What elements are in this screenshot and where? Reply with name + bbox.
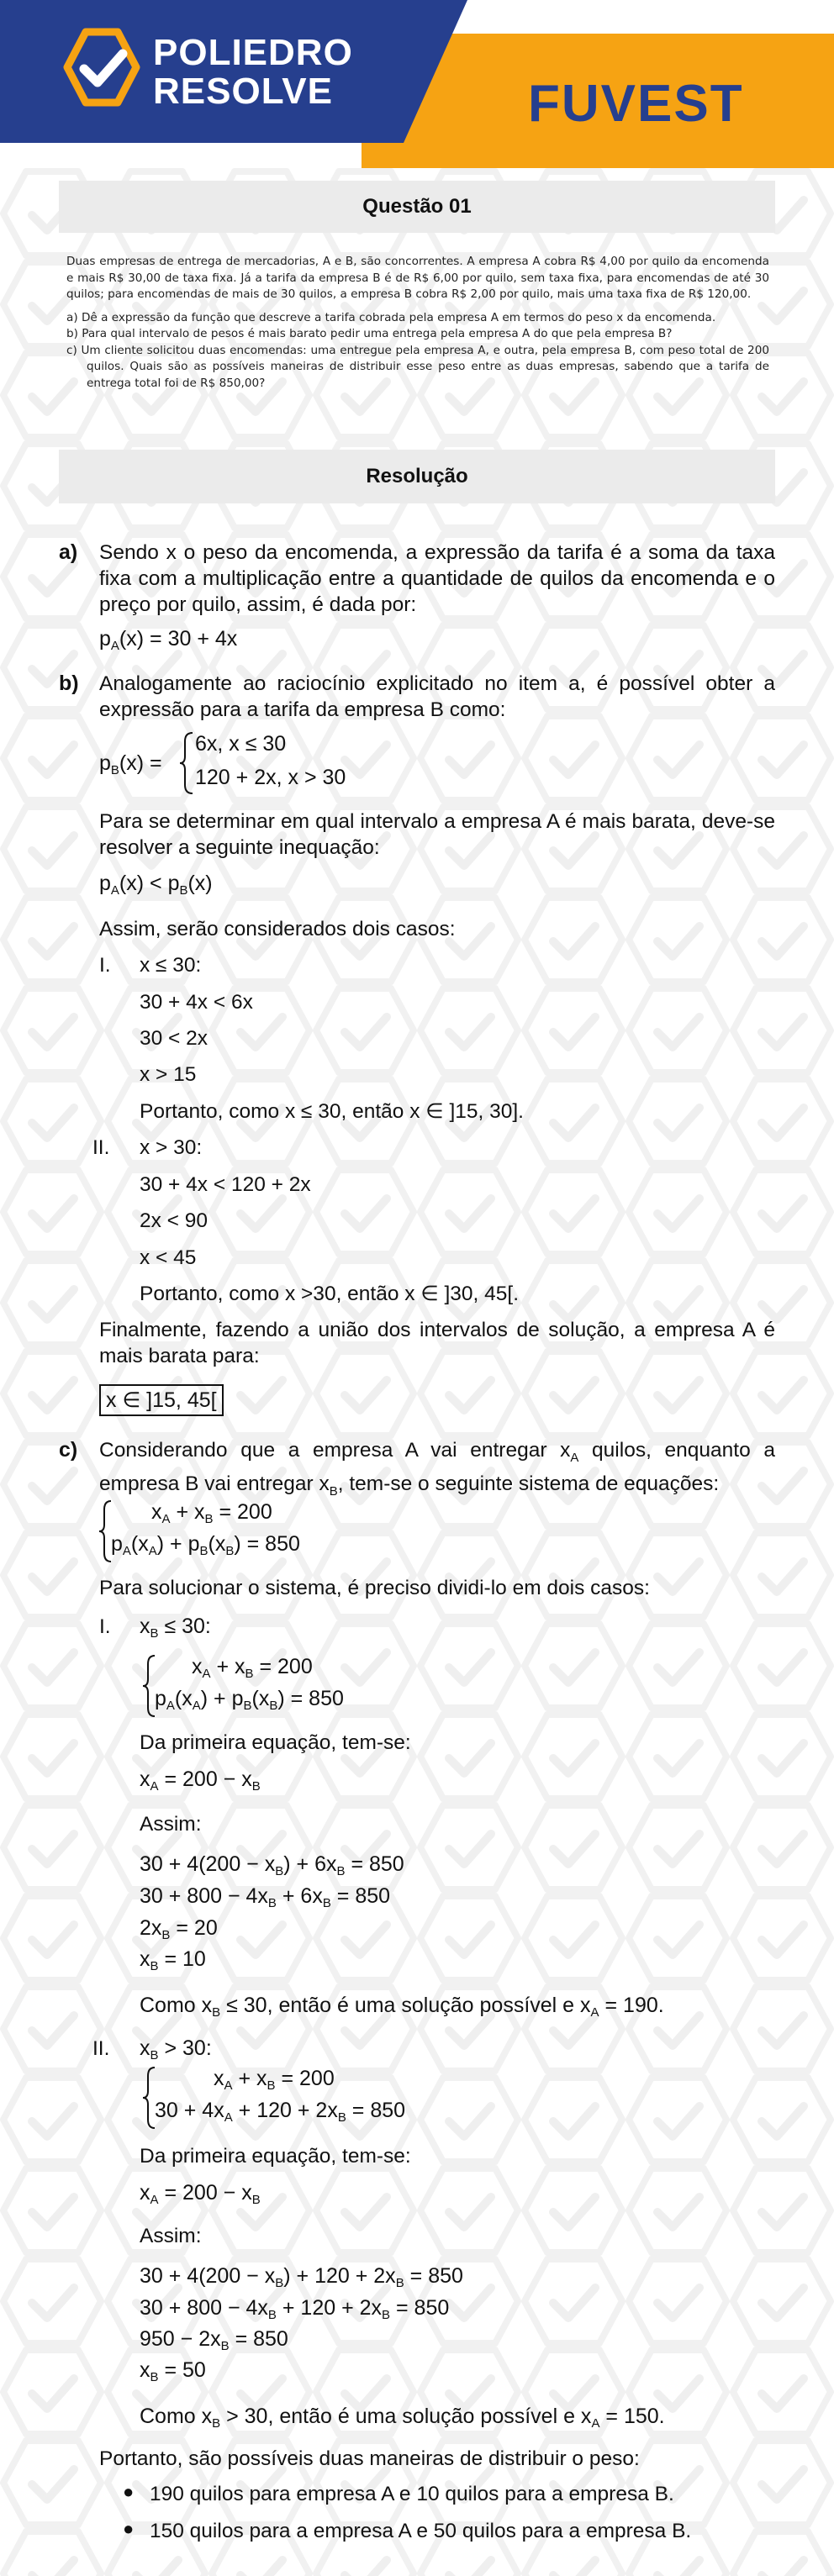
c-case-1-label: I.	[99, 1615, 111, 1638]
resolution-title-box	[59, 450, 775, 503]
work-line: $30 + 4(200 - x_B) + 120 + 2x_B = 850$	[140, 2264, 463, 2290]
system-eq-1: $x_A + x_B = 200$	[151, 1500, 272, 1526]
bullet-icon: ●	[123, 2481, 135, 2502]
brand-name-line2: RESOLVE	[153, 71, 334, 112]
case-1-line: x > 15	[140, 1063, 197, 1086]
brand-name-line1: POLIEDRO	[153, 32, 353, 73]
item-b-text1: Analogamente ao raciocínio explicitado no item a, é possível obter a expressão para a tarifa da empresa B como:	[99, 672, 775, 721]
question-statement	[66, 254, 769, 392]
work-line: $30 + 800 - 4x_B + 6x_B = 850$	[140, 1884, 391, 1910]
work-line: $x_B = 50$	[140, 2358, 206, 2384]
from-first-equation: Da primeira equação, tem-se:	[140, 1731, 411, 1754]
case-2-line: x > 30:	[140, 1136, 203, 1159]
resolution-title: Resolução	[366, 465, 468, 487]
bullet-icon: ●	[123, 2518, 135, 2539]
item-b-piecewise-lhs: $p_B(x)$ =	[99, 751, 162, 777]
piecewise-case-2: 120 + 2x, x > 30	[195, 766, 346, 789]
case-1-conclusion: Portanto, como x ≤ 30, então x ∈ ]15, 30].	[140, 1100, 524, 1123]
c-case-2-condition: $x_B > 30$:	[140, 2036, 212, 2062]
case-2-line: 30 + 4x < 120 + 2x	[140, 1173, 311, 1196]
case-2-label: II.	[92, 1136, 110, 1159]
case-2-line: 2x < 90	[140, 1209, 208, 1232]
inequation: $p_A(x) < p_B(x)$	[99, 872, 213, 898]
work-line: $30 + 800 - 4x_B + 120 + 2x_B = 850$	[140, 2296, 450, 2322]
exam-name: FUVEST	[528, 75, 744, 133]
work-line: $950 - 2x_B = 850$	[140, 2327, 288, 2353]
item-c-final: Portanto, são possíveis duas maneiras de distribuir o peso:	[99, 2447, 640, 2470]
case-2-conclusion: Portanto, como x >30, então x ∈ ]30, 45[.	[140, 1283, 520, 1305]
assim-label: Assim:	[140, 2225, 202, 2247]
case-1-line: 30 < 2x	[140, 1027, 208, 1050]
assim-label: Assim:	[140, 1813, 202, 1836]
piecewise-brace	[178, 731, 195, 795]
item-c-label: c)	[59, 1438, 78, 1462]
answer-bullet: 190 quilos para empresa A e 10 quilos para a empresa B.	[150, 2483, 674, 2505]
work-line: $30 + 4(200 - x_B) + 6x_B = 850$	[140, 1852, 404, 1878]
question-intro: Duas empresas de entrega de mercadorias, A e B, são concorrentes. A empresa A cobra R$ 4,00 por quilo da encomenda e mais R$ 30,00 de taxa fixa. Já a tarifa da empresa B é de R$ 6,00 por quilo, sem taxa fixa, para encomendas de até 30 quilos; para encomendas de mais de 30 quilos, a empresa B cobra R$ 2,00 por quilo, mais uma taxa fixa de R$ 120,00.	[66, 255, 769, 301]
case-1-label: I.	[99, 954, 111, 977]
system-eq-2: $p_A(x_A) + p_B(x_B) = 850$	[155, 1687, 344, 1713]
item-a-text: Sendo x o peso da encomenda, a expressão da tarifa é a soma da taxa fixa com a multiplicação entre a quantidade de quilos da encomenda e o preço por quilo, assim, é dada por:	[99, 541, 775, 616]
work-line: $x_B = 10$	[140, 1947, 206, 1973]
piecewise-case-1: 6x, x ≤ 30	[195, 732, 287, 756]
item-a-formula: $p_A(x) = 30 + 4x$	[99, 627, 238, 653]
item-c-text1: Considerando que a empresa A vai entregar $x_A$ quilos, enquanto a empresa B vai entregar $x_B$, tem-se o seguinte sistema de equações:	[99, 1439, 775, 1499]
item-a-label: a)	[59, 540, 78, 564]
item-b-text3: Assim, serão considerados dois casos:	[99, 918, 456, 940]
system-eq-2: $30 + 4x_A + 120 + 2x_B = 850$	[155, 2099, 406, 2125]
c-case-2-conclusion: Como $x_B > 30$, então é uma solução possível e $x_A = 150$.	[140, 2405, 665, 2431]
question-title: Questão 01	[362, 195, 472, 218]
system-eq-1: $x_A + x_B = 200$	[214, 2067, 335, 2093]
substitution: $x_A = 200 - x_B$	[140, 1767, 261, 1794]
question-item-a: a) Dê a expressão da função que descreve a tarifa cobrada pela empresa A em termos do peso x da encomenda.	[66, 310, 716, 324]
case-1-line: x ≤ 30:	[140, 954, 202, 977]
c-case-1-condition: $x_B \le 30$:	[140, 1615, 211, 1641]
system-eq-1: $x_A + x_B = 200$	[192, 1655, 313, 1681]
question-item-c: c) Um cliente solicitou duas encomendas: uma entregue pela empresa A, e outra, pela empresa B, com peso total de 200 quilos. Quais são as possíveis maneiras de distribuir esse peso entre as duas empresas, sabendo que a tarifa de entrega total foi de R$ 850,00?	[66, 343, 769, 390]
item-b-text2: Para se determinar em qual intervalo a empresa A é mais barata, deve-se resolver a seguinte inequação:	[99, 810, 775, 859]
c-case-2-label: II.	[92, 2037, 110, 2060]
substitution: $x_A = 200 - x_B$	[140, 2181, 261, 2207]
case-2-line: x < 45	[140, 1246, 197, 1269]
case-1-line: 30 + 4x < 6x	[140, 991, 253, 1014]
work-line: $2x_B = 20$	[140, 1916, 218, 1942]
item-b-text4: Finalmente, fazendo a união dos intervalos de solução, a empresa A é mais barata para:	[99, 1319, 775, 1367]
item-c-text2: Para solucionar o sistema, é preciso dividi-lo em dois casos:	[99, 1577, 650, 1599]
system-eq-2: $p_A(x_A) + p_B(x_B) = 850$	[111, 1532, 300, 1558]
from-first-equation: Da primeira equação, tem-se:	[140, 2145, 411, 2168]
c-case-1-conclusion: Como $x_B \le 30$, então é uma solução possível e $x_A = 190$.	[140, 1994, 664, 2020]
question-item-b: b) Para qual intervalo de pesos é mais barato pedir uma entrega pela empresa A do que pela empresa B?	[66, 327, 673, 340]
item-b-label: b)	[59, 672, 79, 695]
question-title-box	[59, 181, 775, 233]
answer-bullet: 150 quilos para a empresa A e 50 quilos para a empresa B.	[150, 2520, 692, 2542]
item-b-answer-box: x ∈ ]15, 45[	[99, 1384, 224, 1416]
